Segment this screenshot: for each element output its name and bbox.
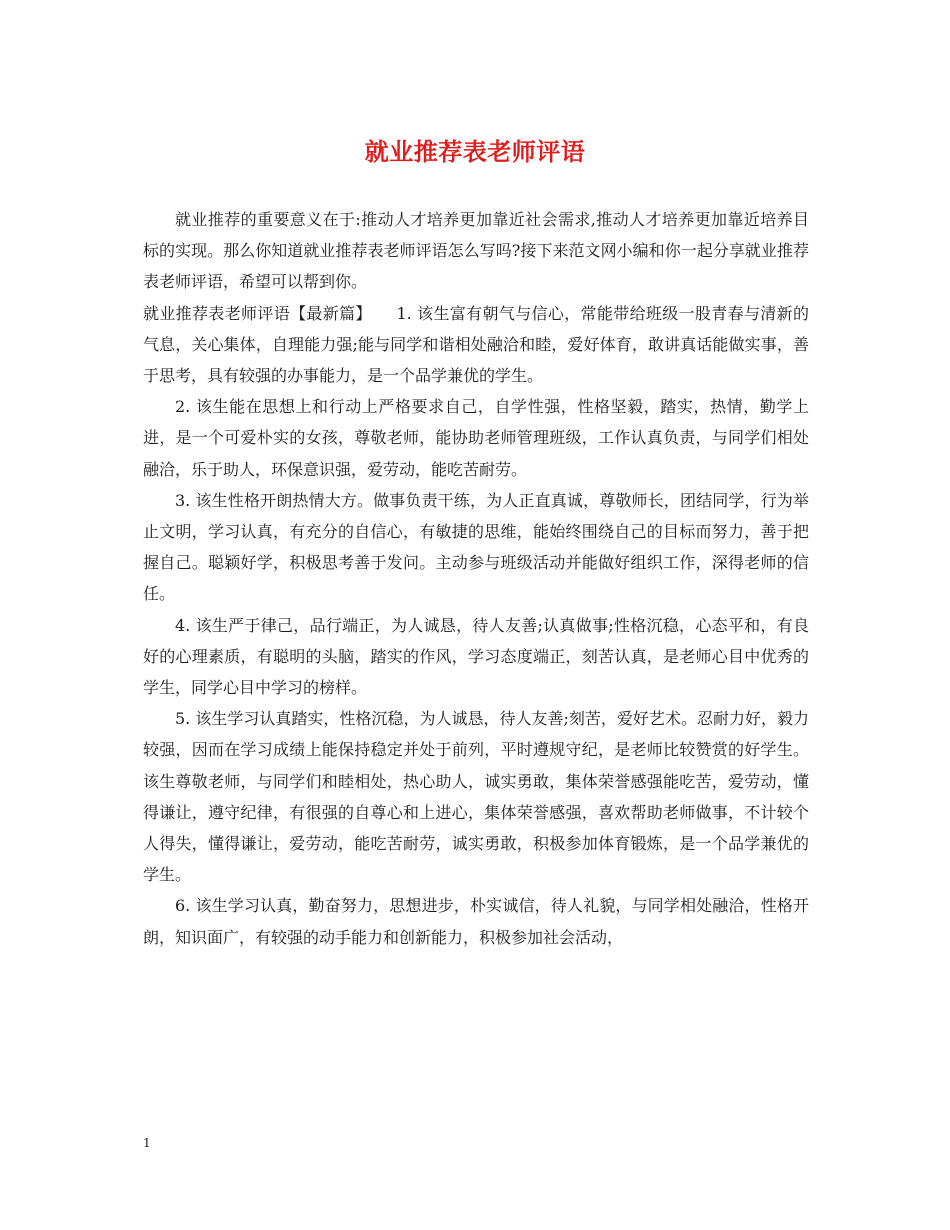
comment-paragraph-5: 5. 该生学习认真踏实，性格沉稳，为人诚恳，待人友善;刻苦，爱好艺术。忍耐力好，毅力较强，因而在学习成绩上能保持稳定并处于前列，平时遵规守纪，是老师比较赞赏的好学生。该生尊敬老师，与同学们和睦相处，热心助人，诚实勇敢，集体荣誉感强能吃苦，爱劳动，懂得谦让，遵守纪律，有很强的自尊心和上进心，集体荣誉感强，喜欢帮助老师做事，不计较个人得失，懂得谦让，爱劳动，能吃苦耐劳，诚实勇敢，积极参加体育锻炼，是一个品学兼优的学生。 (143, 709, 809, 885)
comment-paragraph-1: 就业推荐表老师评语【最新篇】 1. 该生富有朝气与信心，常能带给班级一股青春与清新的气息，关心集体，自理能力强;能与同学和谐相处融洽和睦，爱好体育，敢讲真话能做实事，善于思考，具有较强的办事能力，是一个品学兼优的学生。 (143, 303, 809, 386)
intro-paragraph: 就业推荐的重要意义在于:推动人才培养更加靠近社会需求,推动人才培养更加靠近培养目标的实现。那么你知道就业推荐表老师评语怎么写吗?接下来范文网小编和你一起分享就业推荐表老师评语，希望可以帮到你。 (143, 210, 809, 292)
comment-paragraph-6: 6. 该生学习认真，勤奋努力，思想进步，朴实诚信，待人礼貌，与同学相处融洽，性格开朗，知识面广，有较强的动手能力和创新能力，积极参加社会活动， (143, 896, 809, 947)
comment-paragraph-2: 2. 该生能在思想上和行动上严格要求自己，自学性强，性格坚毅，踏实，热情，勤学上进，是一个可爱朴实的女孩，尊敬老师，能协助老师管理班级，工作认真负责，与同学们相处融洽，乐于助人，环保意识强，爱劳动，能吃苦耐劳。 (143, 397, 809, 479)
document-title: 就业推荐表老师评语 (364, 137, 586, 166)
comment-paragraph-3: 3. 该生性格开朗热情大方。做事负责干练，为人正直真诚，尊敬师长，团结同学，行为举止文明，学习认真，有充分的自信心，有敏捷的思维，能始终围绕自己的目标而努力，善于把握自己。聪颖好学，积极思考善于发问。主动参与班级活动并能做好组织工作，深得老师的信任。 (143, 490, 809, 604)
comment-paragraph-4: 4. 该生严于律己，品行端正，为人诚恳，待人友善;认真做事;性格沉稳，心态平和，有良好的心理素质，有聪明的头脑，踏实的作风，学习态度端正，刻苦认真，是老师心目中优秀的学生，同学心目中学习的榜样。 (143, 615, 809, 698)
document-body (143, 204, 809, 953)
page-number: 1 (143, 1136, 151, 1150)
